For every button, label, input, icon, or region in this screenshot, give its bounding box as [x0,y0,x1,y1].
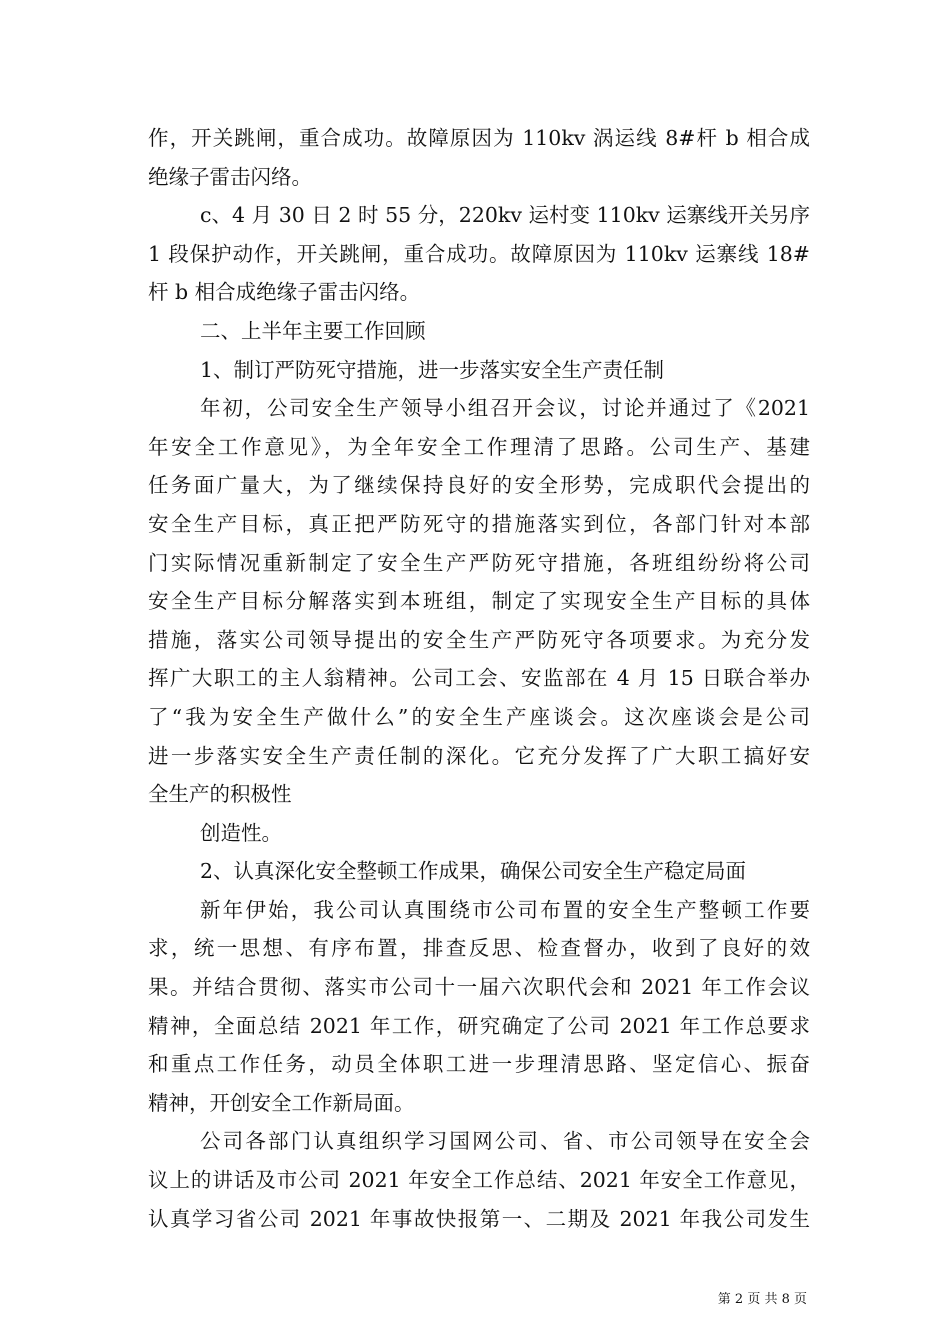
text-line: 作，开关跳闸，重合成功。故障原因为 110kv 涡运线 8#杆 b 相合成 [148,126,810,150]
page-number: 第 2 页 共 8 页 [717,1292,807,1307]
text-line: 任务面广量大，为了继续保持良好的安全形势，完成职代会提出的 [148,473,810,498]
text-line: 门实际情况重新制定了安全生产严防死守措施，各班组纷纷将公司 [148,550,810,575]
text-line: 年安全工作意见》，为全年安全工作理清了思路。公司生产、基建 [148,434,810,459]
text-line: 精神，开创安全工作新局面。 [148,1090,415,1115]
document-body [148,119,810,1238]
text-line: 议上的讲话及市公司 2021 年安全工作总结、2021 年安全工作意见， [148,1168,810,1193]
text-line: 公司各部门认真组织学习国网公司、省、市公司领导在安全会 [200,1129,810,1154]
text-line: 全生产的积极性 [148,782,292,807]
text-line: 安全生产目标，真正把严防死守的措施落实到位，各部门针对本部 [148,511,810,536]
text-line: 精神，全面总结 2021 年工作，研究确定了公司 2021 年工作总要求 [148,1013,810,1038]
text-line: 措施，落实公司领导提出的安全生产严防死守各项要求。为充分发 [148,627,810,652]
text-line: 求，统一思想、有序布置，排查反思、检查督办，收到了良好的效 [148,936,810,961]
page-footer [0,1292,950,1308]
text-line: 绝缘子雷击闪络。 [148,164,312,189]
text-line: 果。并结合贯彻、落实市公司十一届六次职代会和 2021 年工作会议 [148,975,810,1000]
text-line: 1 段保护动作，开关跳闸，重合成功。故障原因为 110kv 运寨线 18# [148,241,810,266]
text-line: 新年伊始，我公司认真围绕市公司布置的安全生产整顿工作要 [200,897,810,922]
text-line: 和重点工作任务，动员全体职工进一步理清思路、坚定信心、振奋 [148,1052,810,1077]
text-line: 杆 b 相合成绝缘子雷击闪络。 [148,280,421,305]
text-line: c、4 月 30 日 2 时 55 分，220kv 运村变 110kv 运寨线开关另序 [200,203,810,228]
text-line: 进一步落实安全生产责任制的深化。它充分发挥了广大职工搞好安 [148,743,810,768]
text-line: 认真学习省公司 2021 年事故快报第一、二期及 2021 年我公司发生 [148,1206,810,1231]
text-line: 创造性。 [200,820,282,845]
subsection-heading: 2、认真深化安全整顿工作成果，确保公司安全生产稳定局面 [200,859,747,884]
subsection-heading: 1、制订严防死守措施，进一步落实安全生产责任制 [200,357,665,382]
text-line: 安全生产目标分解落实到本班组，制定了实现安全生产目标的具体 [148,589,810,614]
section-heading: 二、上半年主要工作回顾 [200,318,426,343]
text-line: 年初，公司安全生产领导小组召开会议，讨论并通过了《2021 [200,396,810,421]
text-line: 了“我为安全生产做什么”的安全生产座谈会。这次座谈会是公司 [148,704,810,729]
text-line: 挥广大职工的主人翁精神。公司工会、安监部在 4 月 15 日联合举办 [148,666,810,691]
